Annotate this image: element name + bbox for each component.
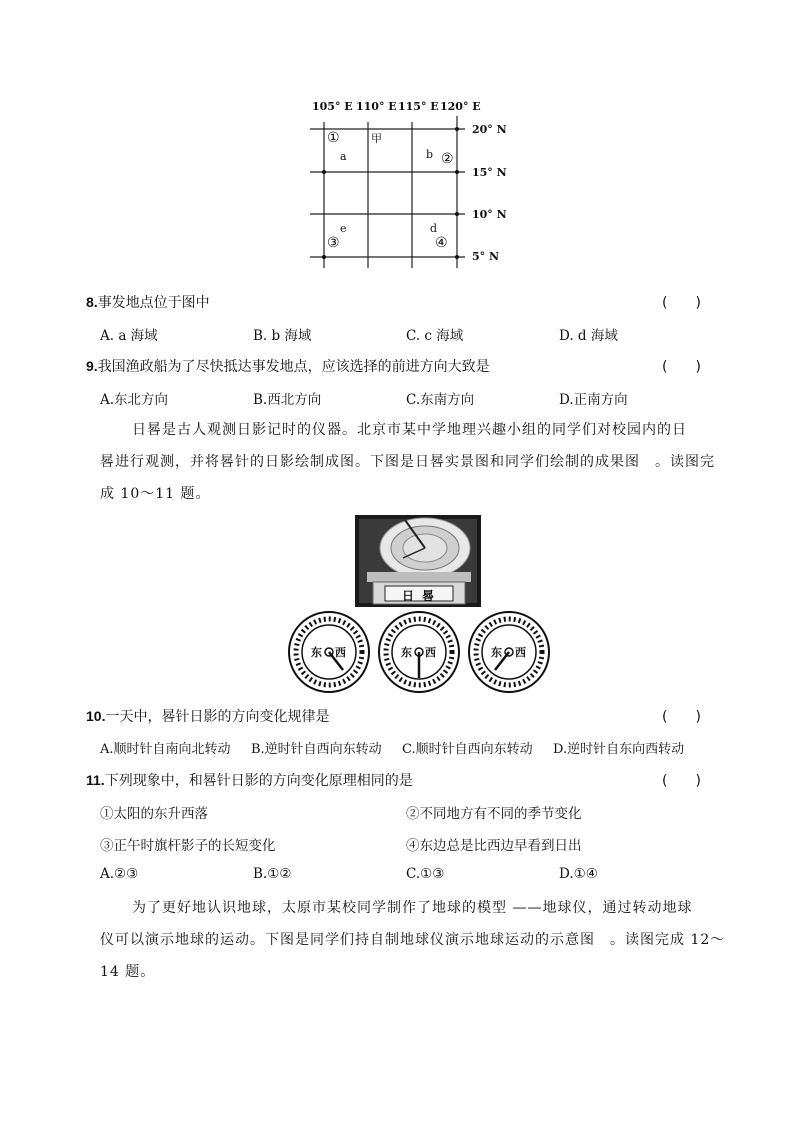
question-10 — [86, 706, 329, 727]
passage-line: 仪可以演示地球的运动。下图是同学们持自制地球仪演示地球运动的示意图 。读图完成 12～ — [100, 932, 726, 948]
east-label: 东 — [491, 646, 502, 659]
b-mark: b — [426, 148, 434, 161]
west-label: 西 — [515, 646, 526, 659]
option-c: C.顺时针自西向东转动 — [402, 742, 533, 757]
option-d: D.①④ — [559, 866, 598, 882]
question-11 — [86, 770, 413, 791]
lon-label: 120° E — [440, 100, 481, 113]
question-text: 一天中，晷针日影的方向变化规律是 — [105, 709, 330, 725]
option-a: A. a 海域 — [100, 328, 158, 344]
option-b: B.逆时针自西向东转动 — [251, 742, 382, 757]
lon-label: 110° E — [356, 100, 397, 113]
e-mark: e — [340, 222, 347, 235]
d-mark: d — [430, 222, 438, 235]
circled-one-mark: ① — [327, 130, 340, 146]
statement-item: ④东边总是比西边早看到日出 — [406, 838, 582, 854]
option-c: C. c 海域 — [406, 328, 464, 344]
question-text: 我国渔政船为了尽快抵达事发地点，应该选择的前进方向大致是 — [97, 359, 490, 375]
statement-item: ③正午时旗杆影子的长短变化 — [100, 838, 276, 854]
answer-blank: ( ) — [662, 773, 701, 789]
west-label: 西 — [425, 646, 436, 659]
passage-line: 14 题。 — [100, 964, 156, 980]
option-b: B.①② — [253, 866, 292, 882]
question-9 — [86, 356, 490, 377]
dial-2 — [377, 610, 461, 694]
lat-label: 5° N — [472, 250, 500, 263]
east-label: 东 — [401, 646, 412, 659]
question-number: 11. — [86, 772, 105, 788]
circled-two-mark: ② — [441, 151, 454, 167]
question-text: 下列现象中，和晷针日影的方向变化原理相同的是 — [104, 773, 413, 789]
dial-drawing — [467, 610, 551, 694]
circled-four-mark: ④ — [435, 235, 448, 251]
east-label: 东 — [311, 646, 322, 659]
option-d: D.逆时针自东向西转动 — [553, 742, 685, 757]
sundial-plaque: 日晷 — [402, 589, 443, 603]
option-c: C.①③ — [406, 866, 445, 882]
question-number: 8. — [86, 294, 98, 310]
jia-mark: 甲 — [371, 132, 382, 145]
question-text: 事发地点位于图中 — [97, 295, 210, 311]
lat-label: 10° N — [472, 208, 507, 221]
west-label: 西 — [335, 646, 346, 659]
question-number: 10. — [86, 708, 106, 724]
lon-label: 105° E — [312, 100, 353, 113]
option-a: A.顺时针自南向北转动 — [100, 742, 231, 757]
option-a: A.②③ — [100, 866, 139, 882]
option-b: B.西北方向 — [253, 392, 322, 408]
question-number: 9. — [86, 358, 98, 374]
option-c: C.东南方向 — [406, 392, 475, 408]
map-figure — [300, 96, 520, 276]
passage-line: 成 10～11 题。 — [100, 486, 211, 502]
dial-3 — [467, 610, 551, 694]
dial-drawing — [287, 610, 371, 694]
option-d: D.正南方向 — [559, 392, 628, 408]
answer-blank: ( ) — [662, 709, 701, 725]
statement-item: ①太阳的东升西落 — [100, 806, 208, 822]
circled-three-mark: ③ — [327, 235, 340, 251]
question-8 — [86, 292, 210, 313]
sundial-figure — [255, 510, 555, 700]
option-b: B. b 海域 — [253, 328, 312, 344]
statement-item: ②不同地方有不同的季节变化 — [406, 806, 582, 822]
dial-drawing — [377, 610, 461, 694]
passage-line: 晷进行观测，并将晷针的日影绘制成图。下图是日晷实景图和同学们绘制的成果图 。读图完 — [100, 454, 715, 470]
dial-1 — [287, 610, 371, 694]
answer-blank: ( ) — [662, 359, 701, 375]
lat-label: 20° N — [472, 123, 507, 136]
passage-line: 日晷是古人观测日影记时的仪器。北京市某中学地理兴趣小组的同学们对校园内的日 — [132, 422, 687, 438]
lat-label: 15° N — [472, 166, 507, 179]
lon-label: 115° E — [398, 100, 439, 113]
option-d: D. d 海域 — [559, 328, 618, 344]
option-a: A.东北方向 — [100, 392, 169, 408]
answer-blank: ( ) — [662, 295, 701, 311]
passage-line: 为了更好地认识地球，太原市某校同学制作了地球的模型 ——地球仪，通过转动地球 — [132, 900, 693, 916]
a-mark: a — [340, 150, 347, 163]
